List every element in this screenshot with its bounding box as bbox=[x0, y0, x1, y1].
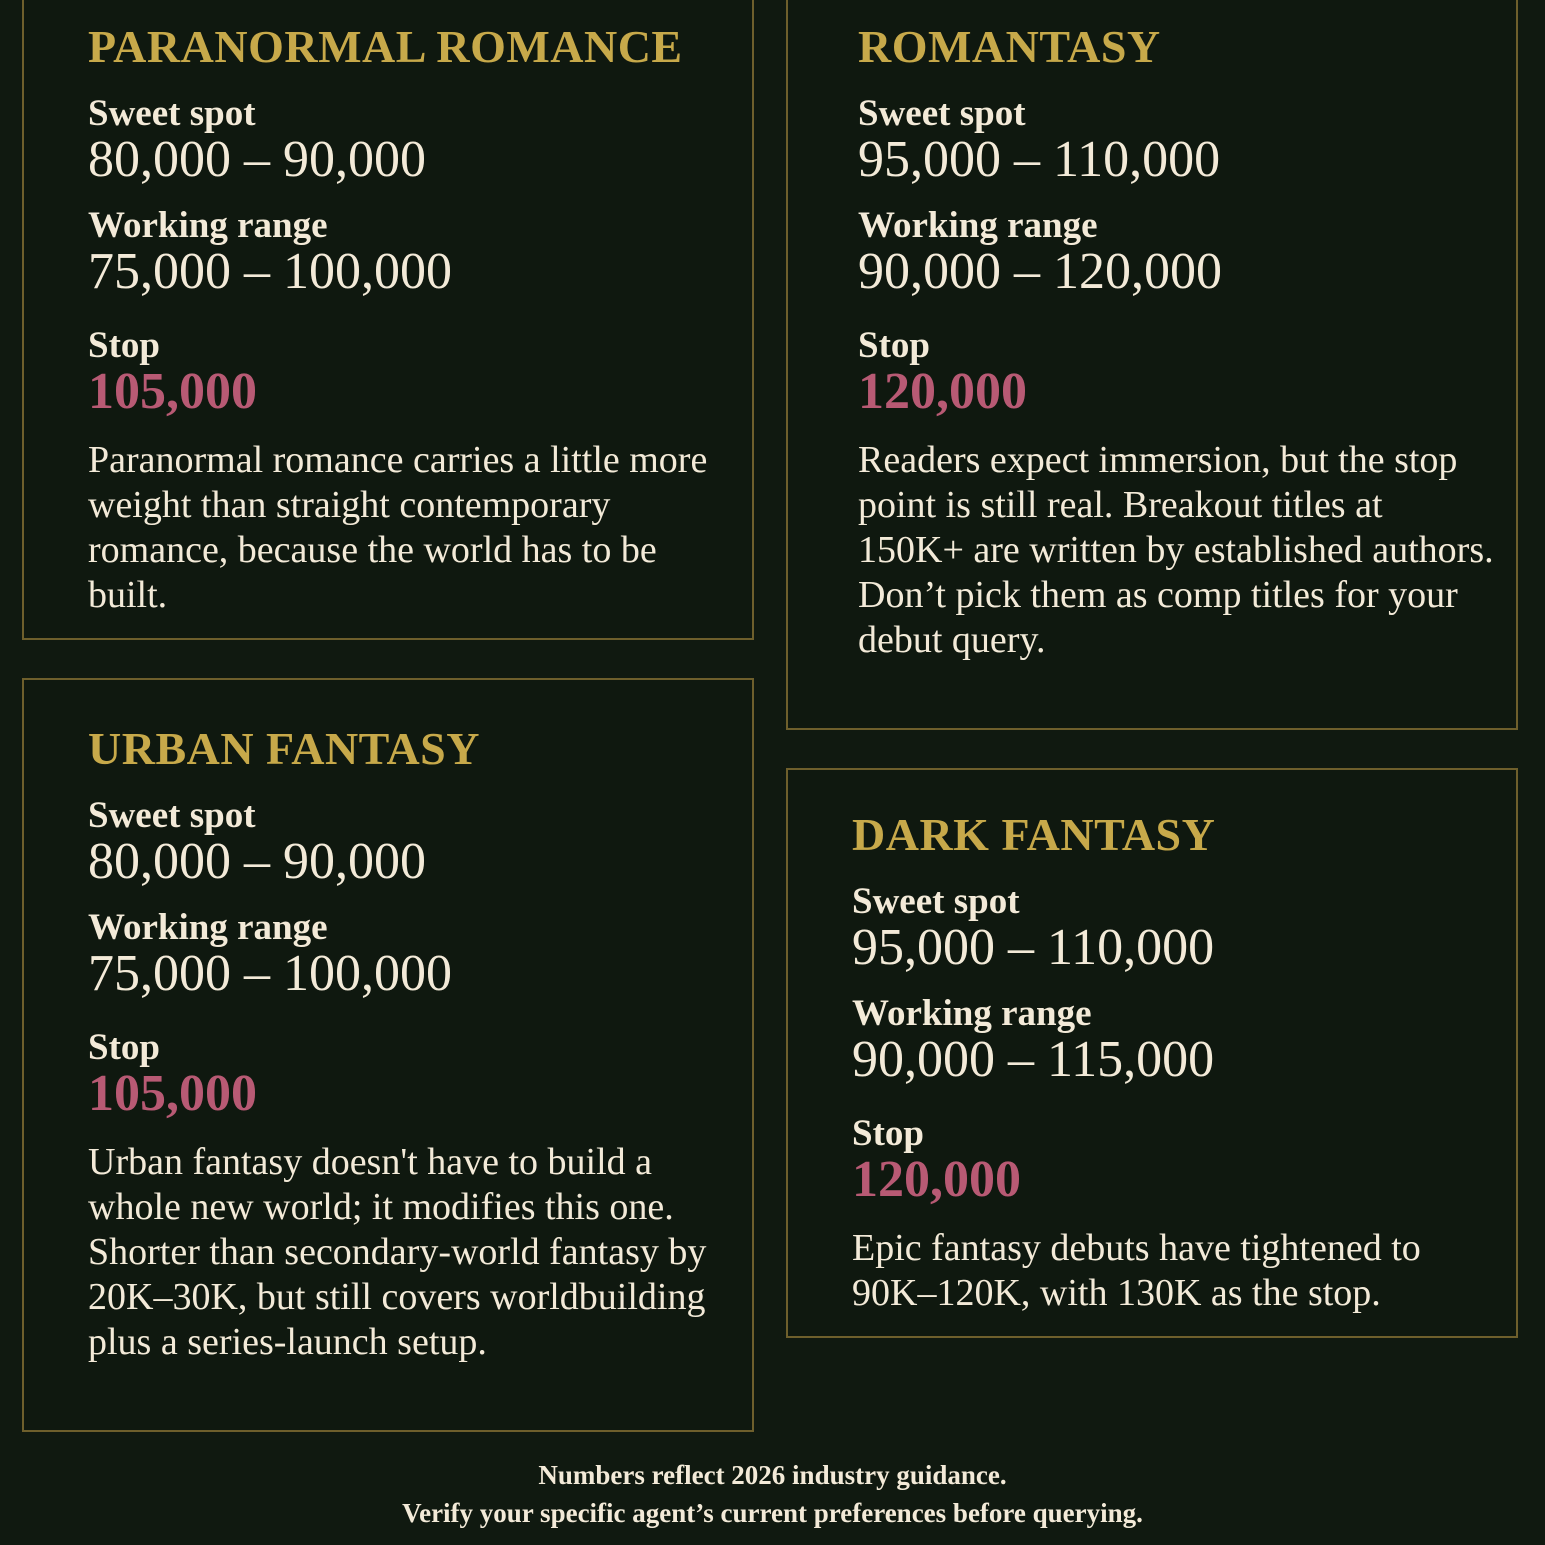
working-range-value: 90,000 – 115,000 bbox=[852, 1031, 1215, 1088]
working-range-value: 90,000 – 120,000 bbox=[858, 243, 1222, 300]
genre-title: PARANORMAL ROMANCE bbox=[88, 21, 683, 72]
genre-title: ROMANTASY bbox=[858, 21, 1161, 72]
sweet-spot-label: Sweet spot bbox=[88, 93, 256, 134]
genre-description: Readers expect immersion, but the stop point is still real. Breakout titles at 150K+ are written by established authors. Don’t pick them as comp titles for your debut query. bbox=[858, 439, 1494, 661]
stop-label: Stop bbox=[88, 1027, 160, 1068]
genre-title: URBAN FANTASY bbox=[88, 723, 480, 774]
stop-label: Stop bbox=[88, 325, 160, 366]
sweet-spot-value: 95,000 – 110,000 bbox=[858, 131, 1221, 188]
stop-label: Stop bbox=[858, 325, 930, 366]
sweet-spot-label: Sweet spot bbox=[88, 795, 256, 836]
working-range-label: Working range bbox=[852, 993, 1092, 1034]
stop-value: 105,000 bbox=[88, 363, 257, 420]
genre-card-romantasy bbox=[786, 0, 1518, 730]
footer-note bbox=[0, 1456, 1545, 1532]
working-range-value: 75,000 – 100,000 bbox=[88, 243, 452, 300]
genre-description: Epic fantasy debuts have tightened to 90K–120K, with 130K as the stop. bbox=[852, 1227, 1421, 1314]
sweet-spot-value: 95,000 – 110,000 bbox=[852, 919, 1215, 976]
genre-card-urban-fantasy bbox=[22, 678, 754, 1432]
sweet-spot-value: 80,000 – 90,000 bbox=[88, 833, 426, 890]
stop-value: 120,000 bbox=[852, 1151, 1021, 1208]
working-range-value: 75,000 – 100,000 bbox=[88, 945, 452, 1002]
genre-title: DARK FANTASY bbox=[852, 809, 1216, 860]
footer-line-2: Verify your specific agent’s current preferences before querying. bbox=[402, 1498, 1143, 1528]
genre-description: Urban fantasy doesn't have to build a whole new world; it modifies this one. Shorter than secondary-world fantasy by 20K–30K, but still covers worldbuilding plus a series-launch setup. bbox=[88, 1141, 707, 1363]
sweet-spot-value: 80,000 – 90,000 bbox=[88, 131, 426, 188]
working-range-label: Working range bbox=[858, 205, 1098, 246]
working-range-label: Working range bbox=[88, 907, 328, 948]
genre-card-paranormal-romance bbox=[22, 0, 754, 640]
stop-value: 105,000 bbox=[88, 1065, 257, 1122]
footer-line-1: Numbers reflect 2026 industry guidance. bbox=[538, 1460, 1007, 1490]
genre-card-dark-fantasy bbox=[786, 768, 1518, 1338]
working-range-label: Working range bbox=[88, 205, 328, 246]
stop-label: Stop bbox=[852, 1113, 924, 1154]
sweet-spot-label: Sweet spot bbox=[858, 93, 1026, 134]
sweet-spot-label: Sweet spot bbox=[852, 881, 1020, 922]
genre-description: Paranormal romance carries a little more weight than straight contemporary romance, because the world has to be built. bbox=[88, 439, 708, 616]
stop-value: 120,000 bbox=[858, 363, 1027, 420]
